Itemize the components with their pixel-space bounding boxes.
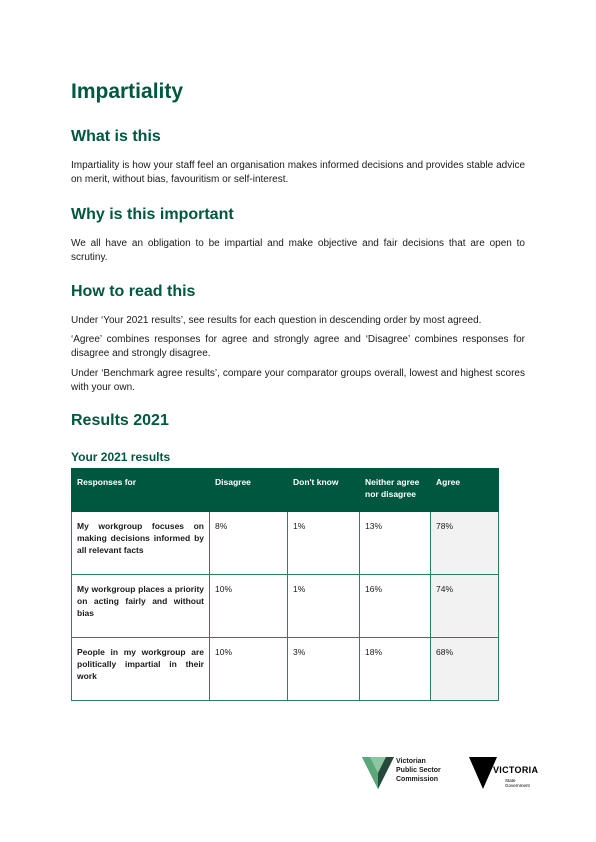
column-header: Don't know bbox=[288, 469, 360, 512]
table-row bbox=[72, 638, 499, 701]
victoria-state-government-logo bbox=[469, 755, 539, 791]
value-cell: 10% bbox=[210, 575, 288, 638]
results-table bbox=[71, 468, 499, 701]
footer-logos bbox=[362, 752, 539, 792]
column-header: Neither agree nor disagree bbox=[360, 469, 431, 512]
question-cell: My workgroup focuses on making decisions informed by all relevant facts bbox=[72, 512, 210, 575]
value-cell: 16% bbox=[360, 575, 431, 638]
question-cell: People in my workgroup are politically impartial in their work bbox=[72, 638, 210, 701]
government-text: Government bbox=[505, 783, 530, 788]
value-cell: 68% bbox=[431, 638, 499, 701]
value-cell: 8% bbox=[210, 512, 288, 575]
section-heading-how: How to read this bbox=[71, 283, 196, 300]
vpsc-line-3: Commission bbox=[396, 776, 439, 783]
table-row bbox=[72, 575, 499, 638]
value-cell: 10% bbox=[210, 638, 288, 701]
page-title: Impartiality bbox=[71, 80, 184, 103]
vpsc-wordmark bbox=[396, 757, 441, 784]
how-paragraph-3: Under ‘Benchmark agree results’, compare your comparator groups overall, lowest and highest scores with your own. bbox=[71, 368, 525, 393]
table-row bbox=[72, 512, 499, 575]
vpsc-line-1: Victorian bbox=[396, 758, 426, 765]
value-cell: 1% bbox=[288, 512, 360, 575]
victoria-wordmark: VICTORIA bbox=[493, 765, 539, 775]
table-header-row bbox=[72, 469, 499, 512]
value-cell: 3% bbox=[288, 638, 360, 701]
section-heading-why: Why is this important bbox=[71, 206, 234, 223]
what-paragraph: Impartiality is how your staff feel an organisation makes informed decisions and provides stable advice on merit, without bias, favouritism or self-interest. bbox=[71, 160, 525, 185]
column-header: Agree bbox=[431, 469, 499, 512]
state-text: State bbox=[505, 778, 516, 783]
vpsc-logo bbox=[362, 755, 458, 791]
question-cell: My workgroup places a priority on acting fairly and without bias bbox=[72, 575, 210, 638]
section-heading-results: Results 2021 bbox=[71, 412, 169, 429]
vpsc-emblem-icon bbox=[362, 755, 394, 791]
state-government-text bbox=[505, 778, 530, 788]
column-header: Disagree bbox=[210, 469, 288, 512]
how-paragraph-1: Under ‘Your 2021 results’, see results for each question in descending order by most agreed. bbox=[71, 315, 482, 326]
value-cell: 1% bbox=[288, 575, 360, 638]
value-cell: 18% bbox=[360, 638, 431, 701]
why-paragraph: We all have an obligation to be impartial and make objective and fair decisions that are open to scrutiny. bbox=[71, 238, 525, 263]
section-heading-what: What is this bbox=[71, 128, 161, 145]
value-cell: 13% bbox=[360, 512, 431, 575]
how-paragraph-2: ‘Agree’ combines responses for agree and strongly agree and ‘Disagree’ combines responses for disagree and strongly disagree. bbox=[71, 334, 525, 359]
vpsc-line-2: Public Sector bbox=[396, 767, 441, 774]
column-header: Responses for bbox=[72, 469, 210, 512]
value-cell: 74% bbox=[431, 575, 499, 638]
value-cell: 78% bbox=[431, 512, 499, 575]
results-subheading: Your 2021 results bbox=[71, 450, 171, 464]
